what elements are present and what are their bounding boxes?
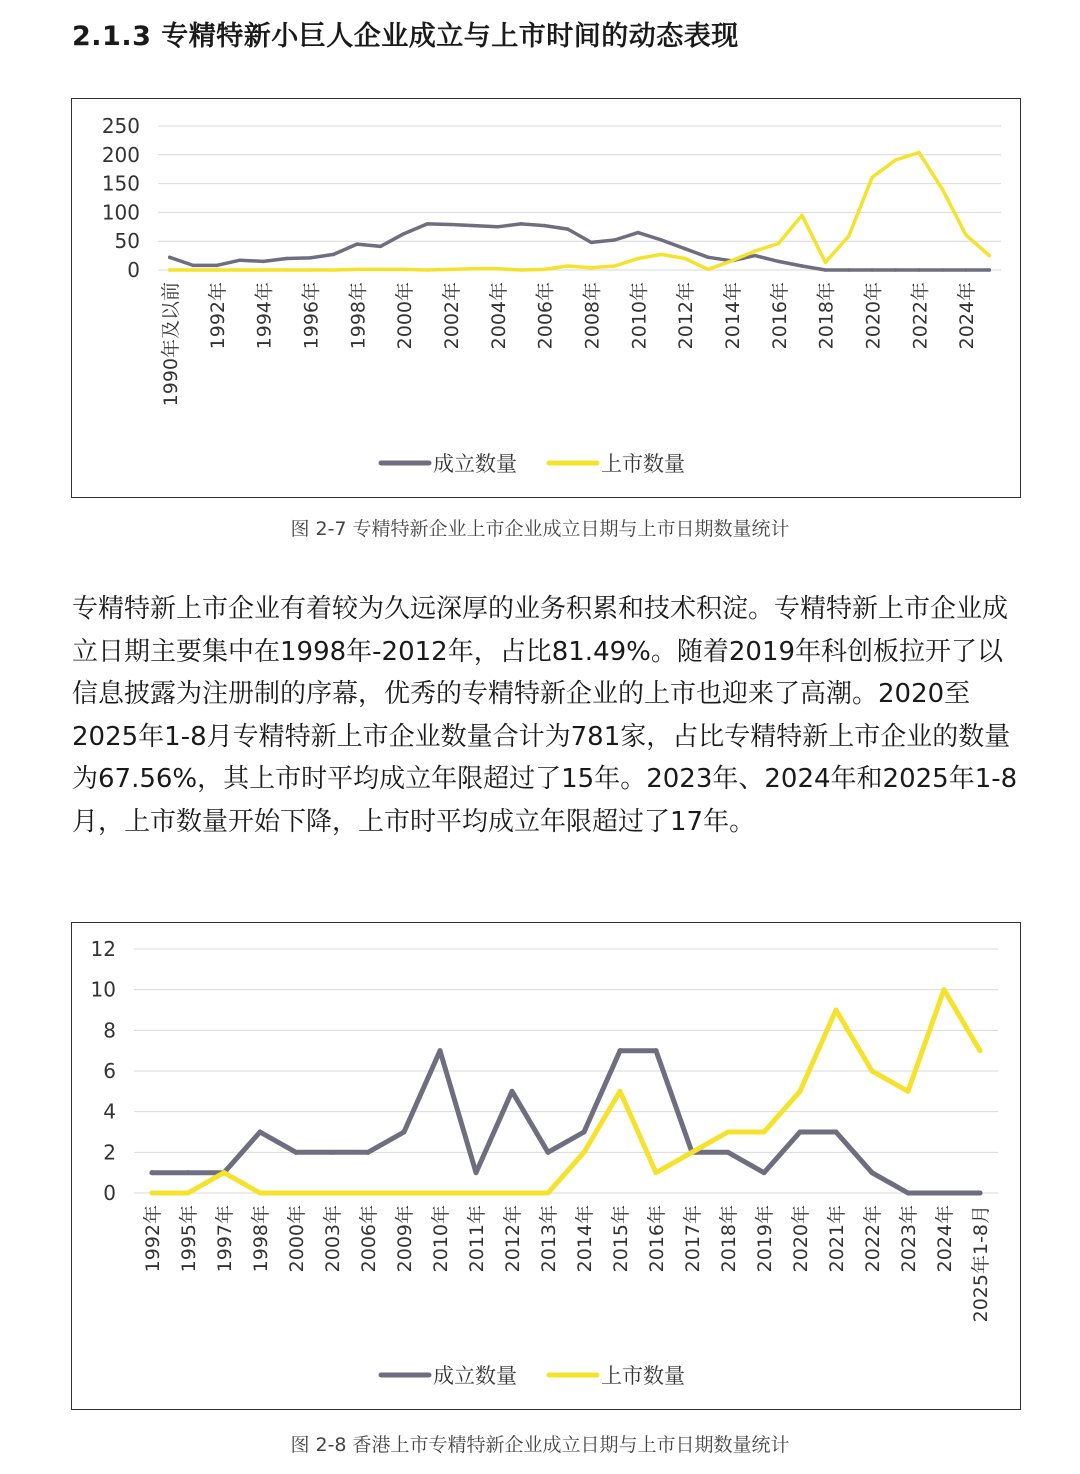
x-tick-label: 2009年	[394, 1205, 417, 1273]
data-point	[942, 987, 947, 992]
data-point	[355, 268, 359, 272]
data-point	[510, 1089, 515, 1094]
x-tick-label: 2017年	[682, 1205, 705, 1273]
data-point	[150, 1191, 155, 1196]
y-tick-label: 2	[103, 1140, 116, 1165]
data-point	[654, 1048, 659, 1053]
data-point	[589, 241, 593, 245]
data-point	[496, 225, 500, 229]
x-tick-label: 2022年	[862, 1205, 885, 1273]
section-heading: 2.1.3 专精特新小巨人企业成立与上市时间的动态表现	[72, 21, 739, 52]
data-point	[285, 257, 289, 261]
data-point	[402, 1191, 407, 1196]
chart-svg-1	[72, 99, 1020, 497]
data-point	[917, 268, 921, 272]
data-point	[546, 1191, 551, 1196]
data-point	[683, 257, 687, 261]
data-point	[636, 231, 640, 235]
data-point	[543, 268, 547, 272]
data-point	[222, 1170, 227, 1175]
data-point	[941, 188, 945, 192]
x-tick-label: 2018年	[718, 1205, 741, 1273]
data-point	[707, 268, 711, 272]
data-point	[582, 1130, 587, 1135]
data-point	[472, 224, 476, 228]
data-point	[566, 227, 570, 231]
data-point	[215, 268, 219, 272]
data-point	[800, 214, 804, 218]
x-tick-label: 2023年	[898, 1205, 921, 1273]
data-point	[690, 1150, 695, 1155]
x-tick-label: 2000年	[394, 282, 417, 350]
data-point	[330, 1191, 335, 1196]
data-point	[870, 268, 874, 272]
data-point	[168, 256, 172, 260]
data-point	[449, 223, 453, 227]
data-point	[308, 256, 312, 260]
x-tick-label: 2003年	[322, 1205, 345, 1273]
data-point	[707, 256, 711, 260]
data-point	[366, 1150, 371, 1155]
x-tick-label: 2021年	[826, 1205, 849, 1273]
x-tick-label: 2012年	[675, 282, 698, 350]
data-point	[258, 1191, 263, 1196]
data-point	[824, 261, 828, 265]
data-point	[285, 268, 289, 272]
legend-label: 成立数量	[433, 452, 517, 476]
data-point	[964, 233, 968, 237]
data-point	[426, 222, 430, 226]
data-point	[870, 1069, 875, 1074]
data-point	[762, 1170, 767, 1175]
y-tick-label: 150	[101, 171, 140, 196]
data-point	[660, 253, 664, 257]
data-point	[660, 238, 664, 242]
data-point	[683, 247, 687, 251]
data-point	[330, 1150, 335, 1155]
data-point	[426, 268, 430, 272]
y-tick-label: 0	[127, 258, 140, 282]
data-point	[964, 268, 968, 272]
x-tick-label: 1997年	[214, 1205, 237, 1273]
data-point	[941, 268, 945, 272]
x-tick-label: 2022年	[909, 282, 932, 350]
data-point	[800, 264, 804, 268]
data-point	[942, 1191, 947, 1196]
data-point	[519, 222, 523, 226]
data-point	[294, 1191, 299, 1196]
y-tick-label: 200	[101, 142, 140, 167]
data-point	[150, 1170, 155, 1175]
data-point	[402, 1130, 407, 1135]
y-tick-label: 8	[103, 1018, 116, 1043]
data-point	[753, 249, 757, 253]
hk-founding-vs-listing-chart	[71, 922, 1021, 1410]
x-tick-label: 2019年	[754, 1205, 777, 1273]
data-point	[308, 268, 312, 272]
y-tick-label: 6	[103, 1059, 116, 1083]
data-point	[824, 268, 828, 272]
data-point	[238, 268, 242, 272]
data-point	[379, 245, 383, 249]
data-point	[906, 1191, 911, 1196]
chart-svg-2	[72, 923, 1020, 1409]
data-point	[474, 1170, 479, 1175]
x-tick-label: 2014年	[721, 282, 744, 350]
data-point	[582, 1150, 587, 1155]
series-line	[170, 224, 990, 270]
data-point	[834, 1130, 839, 1135]
data-point	[186, 1191, 191, 1196]
y-tick-label: 12	[90, 937, 116, 961]
x-tick-label: 2006年	[358, 1205, 381, 1273]
x-tick-label: 2004年	[487, 282, 510, 350]
x-tick-label: 2020年	[790, 1205, 813, 1273]
data-point	[258, 1130, 263, 1135]
data-point	[777, 242, 781, 246]
x-tick-label: 2013年	[538, 1205, 561, 1273]
y-tick-label: 0	[103, 1181, 116, 1205]
data-point	[191, 268, 195, 272]
data-point	[238, 258, 242, 262]
data-point	[753, 254, 757, 258]
data-point	[438, 1048, 443, 1053]
data-point	[402, 232, 406, 236]
y-tick-label: 50	[114, 229, 140, 254]
x-tick-label: 2010年	[628, 282, 651, 350]
legend-label: 上市数量	[601, 452, 685, 476]
data-point	[847, 234, 851, 238]
x-tick-label: 2015年	[610, 1205, 633, 1273]
data-point	[262, 260, 266, 264]
x-tick-label: 2016年	[646, 1205, 669, 1273]
data-point	[894, 268, 898, 272]
data-point	[186, 1170, 191, 1175]
series-line	[170, 153, 990, 271]
data-point	[847, 268, 851, 272]
data-point	[777, 260, 781, 264]
data-point	[726, 1130, 731, 1135]
x-tick-label: 2024年	[934, 1205, 957, 1273]
y-tick-label: 100	[101, 200, 140, 225]
data-point	[798, 1089, 803, 1094]
x-tick-label: 2008年	[581, 282, 604, 350]
data-point	[519, 268, 523, 272]
data-point	[546, 1150, 551, 1155]
data-point	[978, 1048, 983, 1053]
data-point	[589, 266, 593, 270]
x-tick-label: 2012年	[502, 1205, 525, 1273]
x-tick-label: 1992年	[142, 1205, 165, 1273]
data-point	[654, 1170, 659, 1175]
data-point	[168, 268, 172, 272]
data-point	[379, 268, 383, 272]
data-point	[618, 1089, 623, 1094]
data-point	[870, 1170, 875, 1175]
x-tick-label: 2000年	[286, 1205, 309, 1273]
data-point	[366, 1191, 371, 1196]
founding-vs-listing-chart	[71, 98, 1021, 498]
data-point	[262, 268, 266, 272]
data-point	[613, 264, 617, 268]
data-point	[917, 151, 921, 155]
data-point	[762, 1130, 767, 1135]
data-point	[870, 176, 874, 180]
x-tick-label: 2018年	[815, 282, 838, 350]
paragraph-text: 专精特新上市企业有着较为久远深厚的业务积累和技术积淀。专精特新上市企业成立日期主要集中在1998年-2012年，占比81.49%。随着2019年科创板拉开了以信息披露为注册制的序幕，优秀的专精特新企业的上市也迎来了高潮。2020至2025年1-8月专精特新上市企业数量合计为781家，占比专精特新上市企业的数量为67.56%，其上市时平均成立年限超过了15年。2023年、2024年和2025年1-8月，上市数量开始下降，上市时平均成立年限超过了17年。	[72, 594, 1018, 837]
x-tick-label: 2010年	[430, 1205, 453, 1273]
data-point	[438, 1191, 443, 1196]
data-point	[988, 268, 992, 272]
x-tick-label: 2014年	[574, 1205, 597, 1273]
data-point	[332, 268, 336, 272]
data-point	[834, 1008, 839, 1013]
data-point	[294, 1150, 299, 1155]
y-tick-label: 10	[90, 977, 116, 1002]
figure-caption-2-8: 图 2-8 香港上市专精特新企业成立日期与上市日期数量统计	[290, 1434, 790, 1456]
data-point	[449, 268, 453, 272]
data-point	[613, 238, 617, 242]
data-point	[894, 158, 898, 162]
x-tick-label: 1995年	[178, 1205, 201, 1273]
x-tick-label: 2024年	[956, 282, 979, 350]
data-point	[988, 254, 992, 258]
legend-label: 上市数量	[601, 1364, 685, 1388]
x-tick-label: 1998年	[250, 1205, 273, 1273]
data-point	[472, 267, 476, 271]
data-point	[332, 253, 336, 257]
x-tick-label: 1992年	[206, 282, 229, 350]
x-tick-label: 1990年及以前	[159, 282, 182, 407]
data-point	[730, 259, 734, 263]
data-point	[726, 1150, 731, 1155]
data-point	[978, 1191, 983, 1196]
x-tick-label: 2011年	[466, 1205, 489, 1273]
data-point	[510, 1191, 515, 1196]
data-point	[496, 267, 500, 271]
x-tick-label: 2025年1-8月	[970, 1205, 993, 1323]
y-tick-label: 250	[101, 114, 140, 138]
series-line	[152, 990, 980, 1193]
body-paragraph	[72, 588, 1022, 843]
figure-caption-2-7: 图 2-7 专精特新企业上市企业成立日期与上市日期数量统计	[290, 518, 790, 540]
data-point	[636, 257, 640, 261]
data-point	[798, 1130, 803, 1135]
data-point	[355, 242, 359, 246]
data-point	[906, 1089, 911, 1094]
data-point	[215, 264, 219, 268]
x-tick-label: 2006年	[534, 282, 557, 350]
x-tick-label: 1994年	[253, 282, 276, 350]
data-point	[402, 268, 406, 272]
legend-label: 成立数量	[433, 1364, 517, 1388]
x-tick-label: 1998年	[347, 282, 370, 350]
y-tick-label: 4	[103, 1099, 116, 1124]
data-point	[191, 264, 195, 268]
data-point	[543, 224, 547, 228]
x-tick-label: 1996年	[300, 282, 323, 350]
x-tick-label: 2020年	[862, 282, 885, 350]
data-point	[566, 264, 570, 268]
x-tick-label: 2016年	[768, 282, 791, 350]
data-point	[474, 1191, 479, 1196]
data-point	[618, 1048, 623, 1053]
x-tick-label: 2002年	[440, 282, 463, 350]
